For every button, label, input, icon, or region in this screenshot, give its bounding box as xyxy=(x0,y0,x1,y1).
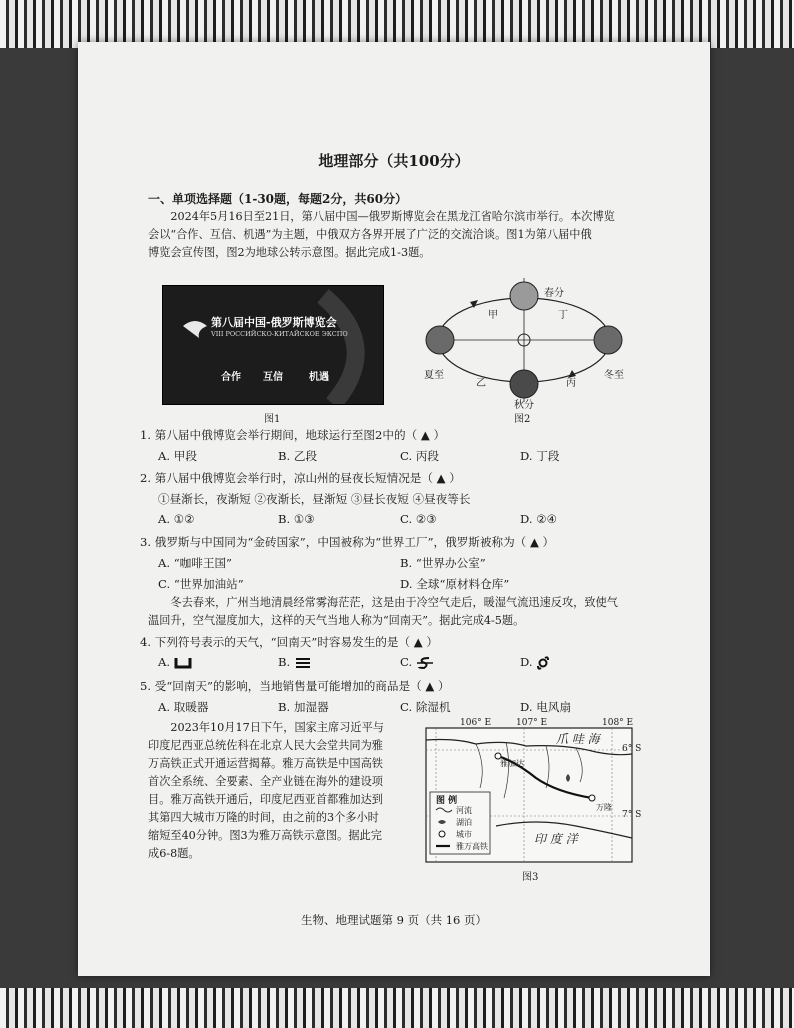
q2-choices: ①昼渐长，夜渐短 ②夜渐长，昼渐短 ③昼长夜短 ④昼夜等长 xyxy=(158,492,471,506)
q3-option-c[interactable]: C. “世界加油站” xyxy=(158,577,244,591)
poster-title-cn: 第八届中国-俄罗斯博览会 xyxy=(211,316,337,329)
q5-option-d[interactable]: D. 电风扇 xyxy=(520,700,572,714)
q1-option-d[interactable]: D. 丁段 xyxy=(520,449,560,463)
intro1-line: 2024年5月16日至21日，第八届中国—俄罗斯博览会在黑龙江省哈尔滨市举行。本次博览 xyxy=(170,210,615,223)
earth-autumn-icon xyxy=(510,370,538,398)
question-5: 5. 受“回南天”的影响，当地销售量可能增加的商品是（ ▲ ） xyxy=(140,679,450,693)
city-bandung-label: 万隆 xyxy=(596,803,612,812)
poster-slogan-2: 互信 xyxy=(263,372,283,383)
label-jia: 甲 xyxy=(488,310,498,321)
legend-railway-label: 雅万高铁 xyxy=(456,842,488,851)
earth-orbit-diagram xyxy=(418,270,634,406)
q3-option-d[interactable]: D. 全球“原材料仓库” xyxy=(400,577,510,591)
q1-option-a[interactable]: A. 甲段 xyxy=(158,449,197,463)
exam-page xyxy=(78,42,710,976)
lace-background-bottom xyxy=(0,988,794,1028)
lat-7: 7° S xyxy=(622,810,642,820)
expo-logo-icon xyxy=(183,321,207,338)
q2-option-d[interactable]: D. ②④ xyxy=(520,512,558,526)
figure-2-caption: 图2 xyxy=(514,414,531,425)
intro-paragraph-2 xyxy=(148,594,668,630)
legend-lake-label: 湖泊 xyxy=(456,818,472,827)
intro1-line: 博览会宣传图，图2为地球公转示意图。据此完成1-3题。 xyxy=(148,246,431,259)
lon-107: 107° E xyxy=(516,718,548,728)
legend-city-label: 城市 xyxy=(456,830,472,839)
legend-title: 图 例 xyxy=(436,796,458,806)
question-3: 3. 俄罗斯与中国同为“金砖国家”，中国被称为“世界工厂”，俄罗斯被称为（ ▲ ） xyxy=(140,535,555,549)
poster-slogan-3: 机遇 xyxy=(309,372,329,383)
q4-option-a-label: A. xyxy=(158,655,171,669)
label-xiazhi: 夏至 xyxy=(424,370,444,381)
q1-option-c[interactable]: C. 丙段 xyxy=(400,449,440,463)
figure-3-caption: 图3 xyxy=(522,872,539,883)
legend-city-icon xyxy=(439,831,445,837)
indian-ocean-label: 印 度 洋 xyxy=(534,832,578,846)
intro3-line: 缩短至40分钟。图3为雅万高铁示意图。据此完 xyxy=(148,829,382,842)
q2-option-a[interactable]: A. ①② xyxy=(158,512,195,526)
page-title: 地理部分（共100分） xyxy=(318,152,470,170)
poster-title-ru: VIII РОССИЙСКО-КИТАЙСКОЕ ЭКСПО xyxy=(211,330,348,338)
q3-option-b[interactable]: B. “世界办公室” xyxy=(400,556,486,570)
q4-option-b[interactable] xyxy=(278,655,312,669)
question-4: 4. 下列符号表示的天气，“回南天”时容易发生的是（ ▲ ） xyxy=(140,635,438,649)
q3-option-a[interactable]: A. “咖啡王国” xyxy=(158,556,232,570)
city-bandung-icon xyxy=(589,795,595,801)
typhoon-symbol-icon xyxy=(536,656,550,670)
sandstorm-symbol-icon xyxy=(174,657,192,669)
page-footer: 生物、地理试题第 9 页（共 16 页） xyxy=(300,913,488,927)
q2-option-b[interactable]: B. ①③ xyxy=(278,512,315,526)
q1-option-b[interactable]: B. 乙段 xyxy=(278,449,318,463)
java-sea-label: 爪 哇 海 xyxy=(556,732,600,746)
intro1-line: 会以“合作、互信、机遇”为主题，中俄双方各界开展了广泛的交流洽谈。图1为第八届中俄 xyxy=(148,228,592,241)
q4-option-a[interactable] xyxy=(158,655,192,669)
label-yi: 乙 xyxy=(476,378,486,389)
intro2-line: 冬去春来，广州当地清晨经常雾海茫茫，这是由于冷空气走后，暖湿气流迅速反攻，致使气 xyxy=(170,596,618,609)
fog-symbol-icon xyxy=(294,657,312,669)
intro-paragraph-3 xyxy=(148,719,410,863)
intro3-line: 万高铁正式开通运营揭幕。雅万高铁是中国高铁 xyxy=(148,757,383,770)
legend-river-label: 河流 xyxy=(456,806,472,815)
section-heading: 一、单项选择题（1-30题，每题2分，共60分） xyxy=(148,192,408,206)
q5-option-b[interactable]: B. 加湿器 xyxy=(278,700,329,714)
earth-winter-icon xyxy=(594,326,622,354)
intro3-line: 成6-8题。 xyxy=(148,847,200,860)
intro3-line: 首次全系统、全要素、全产业链在海外的建设项 xyxy=(148,775,383,788)
railway-map-figure xyxy=(416,718,642,866)
question-2: 2. 第八届中俄博览会举行时，凉山州的昼夜长短情况是（ ▲ ） xyxy=(140,471,461,485)
lon-108: 108° E xyxy=(602,718,634,728)
expo-poster-figure xyxy=(162,285,384,405)
q4-option-b-label: B. xyxy=(278,655,291,669)
figure-1-caption: 图1 xyxy=(264,414,281,425)
city-jakarta-label: 雅加达 xyxy=(500,759,524,768)
label-chunfen: 春分 xyxy=(544,288,564,299)
earth-summer-icon xyxy=(426,326,454,354)
dust-symbol-icon xyxy=(416,656,434,670)
q5-option-a[interactable]: A. 取暖器 xyxy=(158,700,209,714)
intro2-line: 温回升，空气湿度加大，这样的天气当地人称为“回南天”。据此完成4-5题。 xyxy=(148,614,525,627)
expo-poster-graphic xyxy=(163,286,383,404)
earth-orbit-figure xyxy=(418,270,634,411)
intro3-line: 目。雅万高铁开通后，印度尼西亚首都雅加达到 xyxy=(148,793,383,806)
lon-106: 106° E xyxy=(460,718,492,728)
label-bing: 丙 xyxy=(566,378,576,389)
intro3-line: 印度尼西亚总统佐科在北京人民大会堂共同为雅 xyxy=(148,739,383,752)
q4-option-c-label: C. xyxy=(400,655,413,669)
label-ding: 丁 xyxy=(558,310,568,321)
railway-map xyxy=(416,718,642,866)
intro3-line: 其第四大城市万隆的时间，由之前的3个多小时 xyxy=(148,811,379,824)
q4-option-d-label: D. xyxy=(520,655,533,669)
q5-option-c[interactable]: C. 除湿机 xyxy=(400,700,451,714)
lace-background-top xyxy=(0,0,794,48)
q4-option-d[interactable] xyxy=(520,655,550,670)
earth-spring-icon xyxy=(510,282,538,310)
q2-option-c[interactable]: C. ②③ xyxy=(400,512,437,526)
question-1: 1. 第八届中俄博览会举行期间，地球运行至图2中的（ ▲ ） xyxy=(140,428,446,442)
label-qiufen: 秋分 xyxy=(514,400,534,411)
lat-6: 6° S xyxy=(622,744,642,754)
label-dongzhi: 冬至 xyxy=(604,370,624,381)
intro3-line: 2023年10月17日下午，国家主席习近平与 xyxy=(170,721,384,734)
q4-option-c[interactable] xyxy=(400,655,434,670)
intro-paragraph-1 xyxy=(148,208,668,262)
poster-slogan-1: 合作 xyxy=(221,372,241,383)
